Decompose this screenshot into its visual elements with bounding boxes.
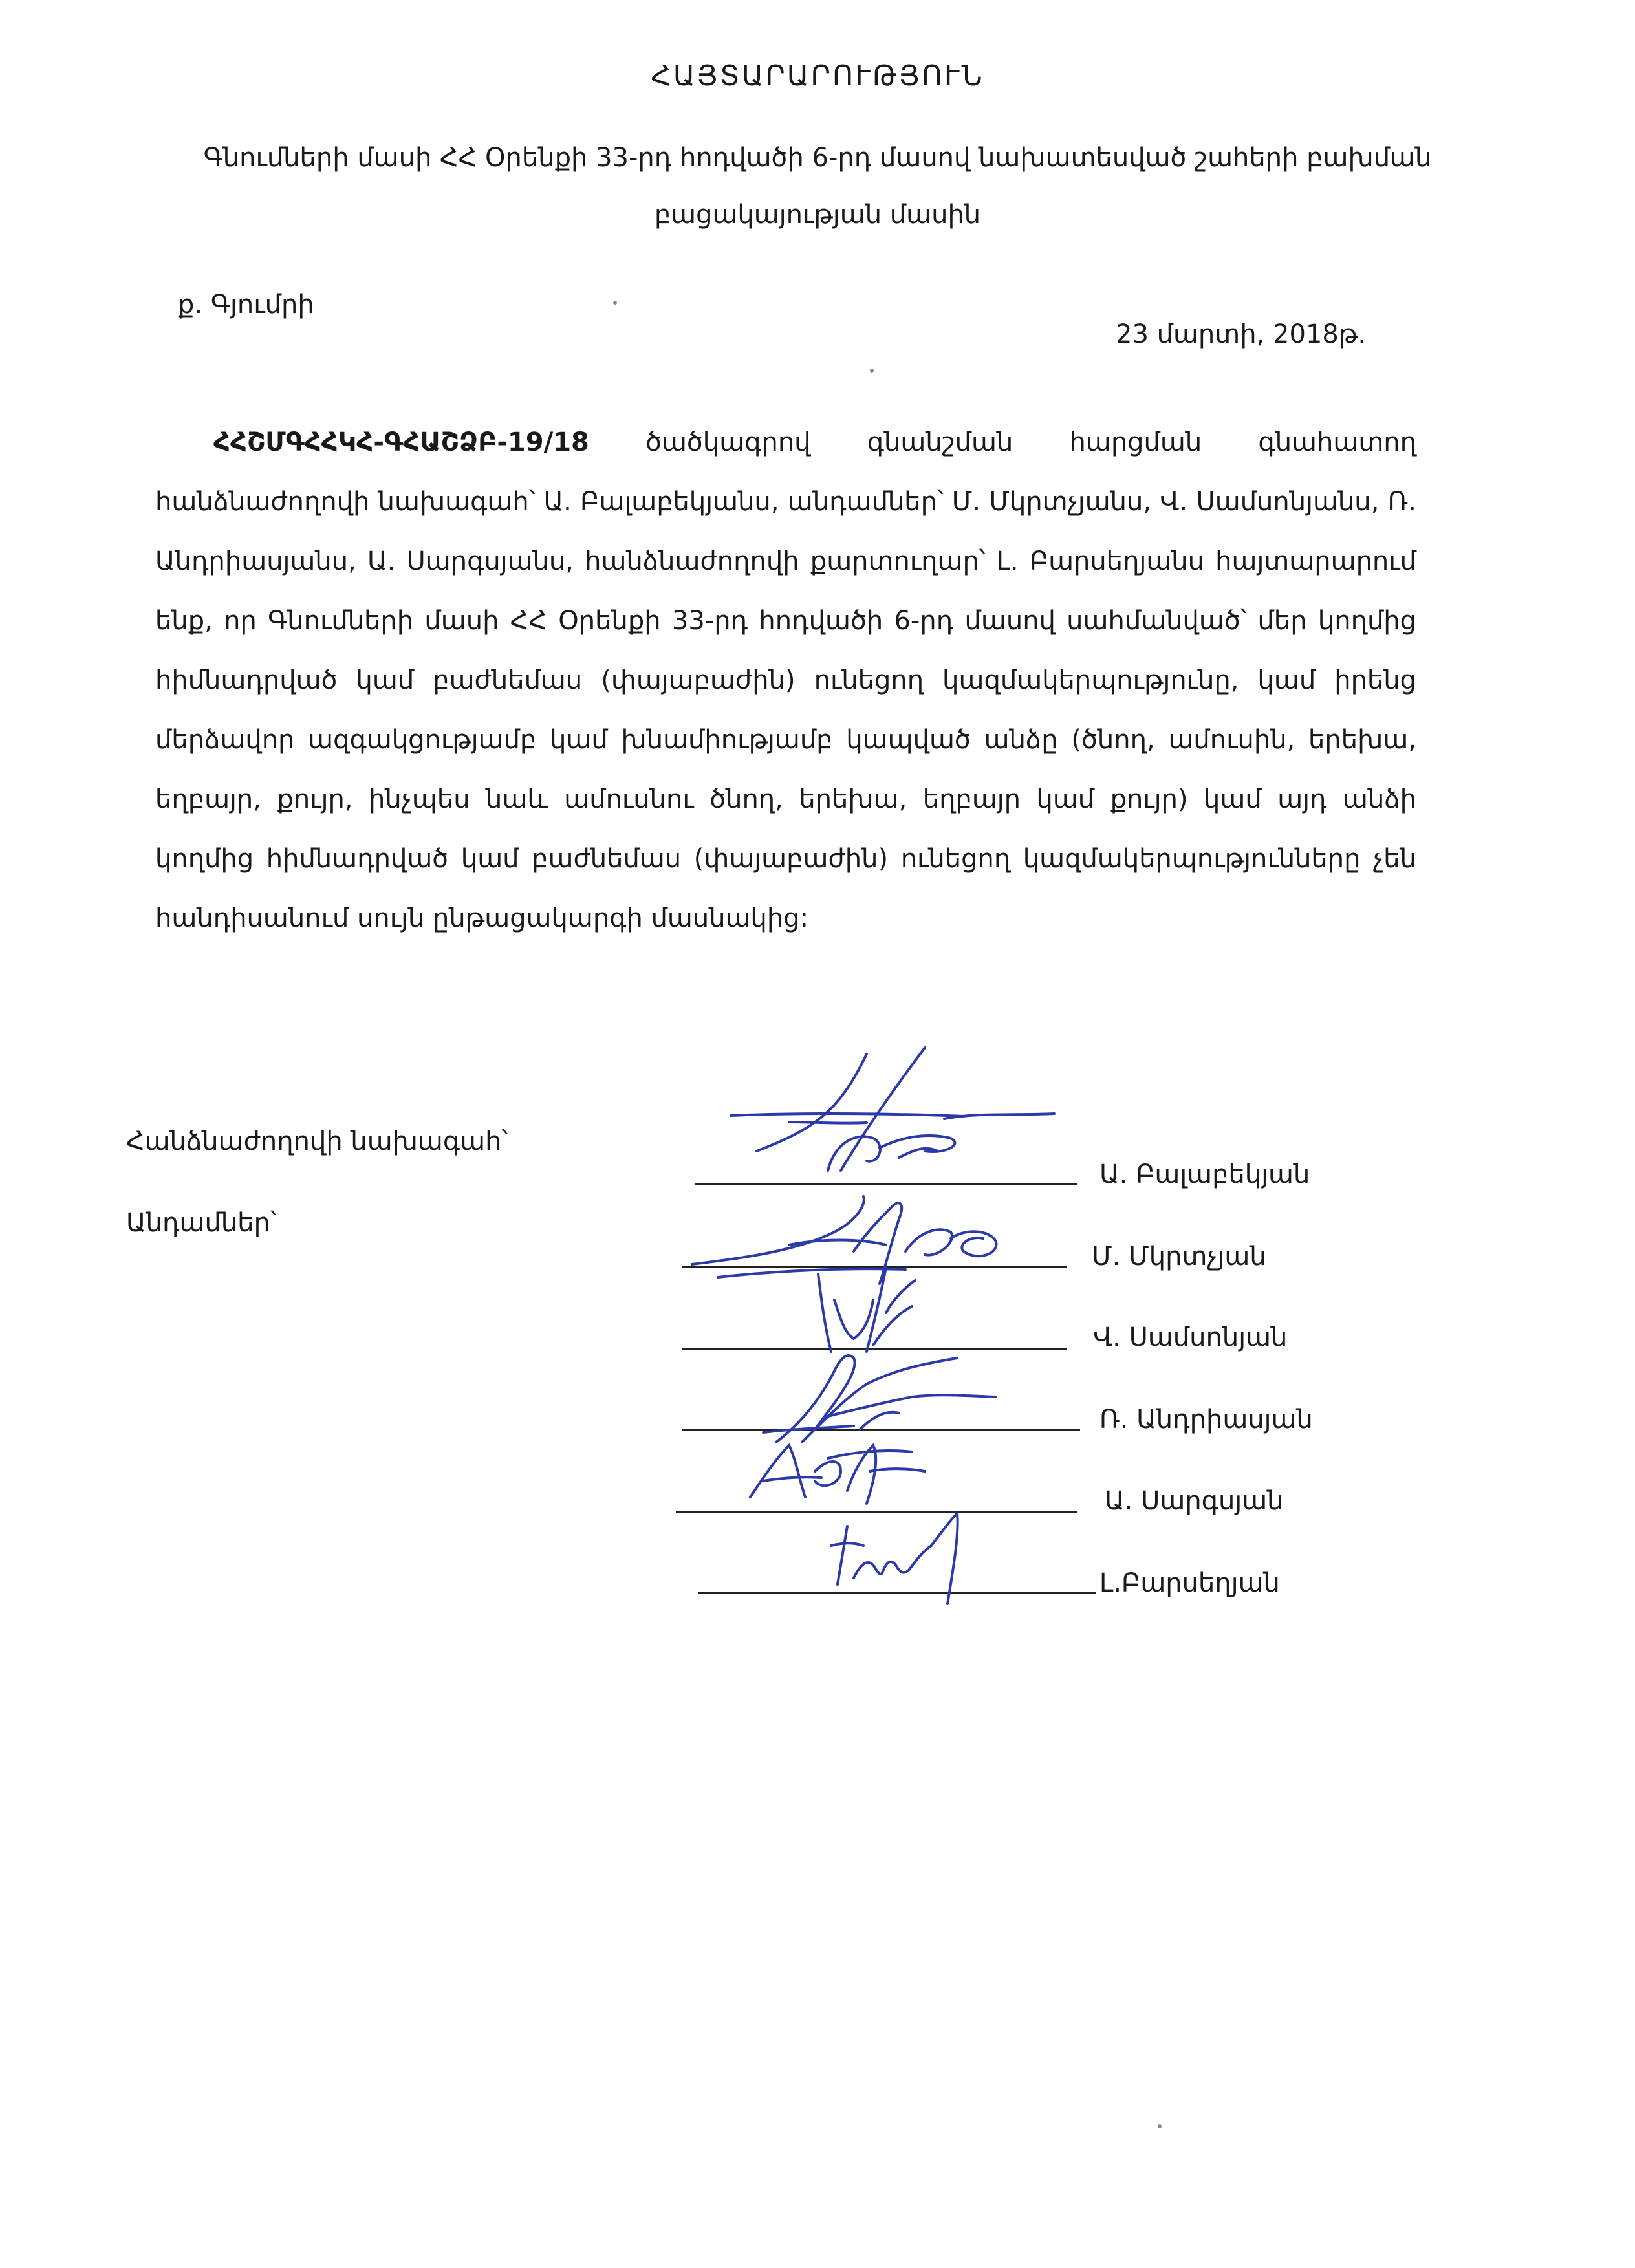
document-title: ՀԱՅՏԱՐԱՐՈՒԹՅՈՒՆ (651, 59, 984, 92)
document-date: 23 մարտի, 2018թ. (1116, 319, 1367, 349)
signer-name-1: Ա. Բալաբեկյան (1099, 1160, 1310, 1189)
declaration-text: ծածկագրով գնանշման հարցման գնահատող հանձնաժողովի նախագահ՝ Ա. Բալաբեկյանս, անդամներ՝ Մ. Մկրտչյանս, Վ. Սամսոնյանս, Ռ. Անդրիասյանս, Ա. Սարգսյանս, հանձնաժողովի քարտուղար՝ Լ. Բարսեղյանս հայտարարում ենք, որ Գնումների մասի ՀՀ Օրենքի 33-րդ հոդվածի 6-րդ մասով սահմանված՝ մեր կողմից հիմնադրված կամ բաժնեմաս (փայաբաժին) ունեցող կազմակերպությունը, կամ իրենց մերձավոր ազգակցությամբ կամ խնամիությամբ կապված անձը (ծնող, ամուսին, երեխա, եղբայր, քույր, ինչպես նաև ամուսնու ծնող, երեխա, եղբայր կամ քույր) կամ այդ անձի կողմից հիմնադրված կամ բաժնեմաս (փայաբաժին) ունեցող կազմակերպությունները չեն հանդիսանում սույն ընթացակարգի մասնակից: (155, 427, 1416, 933)
declaration-body (155, 413, 1416, 948)
scan-speck (613, 301, 617, 305)
signature-mark-6 (818, 1507, 973, 1610)
signer-name-4: Ռ. Անդրիասյան (1099, 1405, 1313, 1434)
signer-name-2: Մ. Մկրտչյան (1092, 1242, 1266, 1271)
signature-mark-1 (731, 1041, 1067, 1183)
signer-name-3: Վ. Սամսոնյան (1093, 1323, 1288, 1352)
signature-mark-5 (744, 1432, 938, 1517)
signature-line-1 (695, 1183, 1077, 1185)
document-place: ք. Գյումրի (178, 290, 314, 319)
members-role-label: Անդամներ՝ (126, 1208, 277, 1238)
chair-role-label: Հանձնաժողովի նախագահ՝ (126, 1127, 508, 1156)
signer-name-5: Ա. Սարգսյան (1105, 1486, 1284, 1516)
signer-name-6: Լ.Բարսեղյան (1099, 1568, 1280, 1598)
scan-speck (1158, 2124, 1162, 2128)
document-subtitle: Գնումների մասի ՀՀ Օրենքի 33-րդ հոդվածի 6-րդ մասով նախատեսված շահերի բախման բացակայության մասին (203, 143, 1432, 230)
scan-speck (870, 369, 874, 373)
procurement-code: ՀՀՇՄԳՀՀԿՀ-ԳՀԱՇՁԲ-19/18 (213, 427, 589, 457)
